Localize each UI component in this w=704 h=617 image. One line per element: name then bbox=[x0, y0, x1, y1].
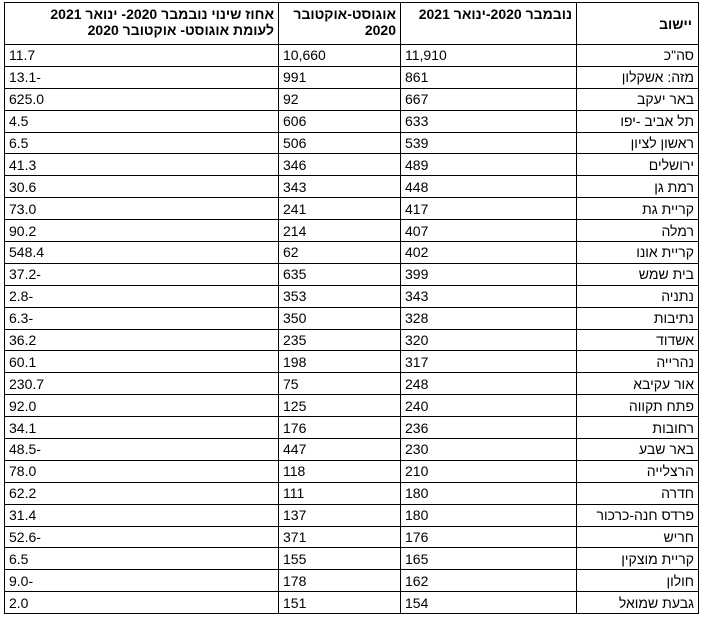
cell-town: גבעת שמואל bbox=[577, 592, 699, 614]
cell-pct-change: 6.5 bbox=[5, 548, 279, 570]
cell-nov-jan: 180 bbox=[401, 504, 577, 526]
header-town: יישוב bbox=[577, 3, 699, 45]
cell-aug-oct: 606 bbox=[279, 110, 401, 132]
cell-aug-oct: 214 bbox=[279, 220, 401, 242]
cell-nov-jan: 162 bbox=[401, 570, 577, 592]
table-row bbox=[5, 285, 699, 307]
header-nov-jan: נובמבר 2020-ינואר 2021 bbox=[401, 3, 577, 45]
cell-nov-jan: 154 bbox=[401, 592, 577, 614]
table-row bbox=[5, 45, 699, 67]
table-row bbox=[5, 439, 699, 461]
cell-aug-oct: 991 bbox=[279, 66, 401, 88]
cell-pct-change: 230.7 bbox=[5, 373, 279, 395]
cell-pct-change: 11.7 bbox=[5, 45, 279, 67]
header-aug-oct: אוגוסט-אוקטובר 2020 bbox=[279, 3, 401, 45]
cell-aug-oct: 178 bbox=[279, 570, 401, 592]
cell-aug-oct: 241 bbox=[279, 198, 401, 220]
cell-pct-change: -52.6 bbox=[5, 526, 279, 548]
cell-town: פרדס חנה-כרכור bbox=[577, 504, 699, 526]
cell-town: חולון bbox=[577, 570, 699, 592]
cell-town: בית שמש bbox=[577, 263, 699, 285]
cell-nov-jan: 489 bbox=[401, 154, 577, 176]
header-pct-change: אחוז שינוי נובמבר 2020- ינואר 2021 לעומת אוגוסט- אוקטובר 2020 bbox=[5, 3, 279, 45]
cell-town: קריית מוצקין bbox=[577, 548, 699, 570]
cell-aug-oct: 111 bbox=[279, 482, 401, 504]
table-row bbox=[5, 460, 699, 482]
cell-pct-change: 90.2 bbox=[5, 220, 279, 242]
cell-town: נתניה bbox=[577, 285, 699, 307]
cell-pct-change: 60.1 bbox=[5, 351, 279, 373]
cell-aug-oct: 371 bbox=[279, 526, 401, 548]
cell-aug-oct: 346 bbox=[279, 154, 401, 176]
cell-aug-oct: 75 bbox=[279, 373, 401, 395]
cell-pct-change: 92.0 bbox=[5, 395, 279, 417]
cell-aug-oct: 10,660 bbox=[279, 45, 401, 67]
cell-town: קריית גת bbox=[577, 198, 699, 220]
cell-town: חריש bbox=[577, 526, 699, 548]
table-row bbox=[5, 220, 699, 242]
table-row bbox=[5, 504, 699, 526]
cell-pct-change: -6.3 bbox=[5, 307, 279, 329]
cell-nov-jan: 248 bbox=[401, 373, 577, 395]
table-row bbox=[5, 592, 699, 614]
cell-pct-change: 73.0 bbox=[5, 198, 279, 220]
cell-nov-jan: 317 bbox=[401, 351, 577, 373]
cell-pct-change: 41.3 bbox=[5, 154, 279, 176]
cell-town: רמלה bbox=[577, 220, 699, 242]
cell-nov-jan: 328 bbox=[401, 307, 577, 329]
cell-nov-jan: 320 bbox=[401, 329, 577, 351]
cell-pct-change: 36.2 bbox=[5, 329, 279, 351]
data-table bbox=[4, 2, 699, 614]
cell-town: תל אביב -יפו bbox=[577, 110, 699, 132]
cell-aug-oct: 447 bbox=[279, 439, 401, 461]
cell-nov-jan: 210 bbox=[401, 460, 577, 482]
table-row bbox=[5, 417, 699, 439]
cell-pct-change: 34.1 bbox=[5, 417, 279, 439]
cell-nov-jan: 407 bbox=[401, 220, 577, 242]
table-row bbox=[5, 373, 699, 395]
cell-nov-jan: 861 bbox=[401, 66, 577, 88]
cell-aug-oct: 176 bbox=[279, 417, 401, 439]
cell-pct-change: -48.5 bbox=[5, 439, 279, 461]
cell-nov-jan: 236 bbox=[401, 417, 577, 439]
cell-town: חדרה bbox=[577, 482, 699, 504]
cell-town: באר שבע bbox=[577, 439, 699, 461]
cell-town: מזה: אשקלון bbox=[577, 66, 699, 88]
cell-nov-jan: 180 bbox=[401, 482, 577, 504]
table-row bbox=[5, 88, 699, 110]
cell-aug-oct: 125 bbox=[279, 395, 401, 417]
table-row bbox=[5, 263, 699, 285]
cell-nov-jan: 633 bbox=[401, 110, 577, 132]
table-row bbox=[5, 132, 699, 154]
cell-nov-jan: 448 bbox=[401, 176, 577, 198]
cell-aug-oct: 353 bbox=[279, 285, 401, 307]
cell-town: נתיבות bbox=[577, 307, 699, 329]
cell-nov-jan: 240 bbox=[401, 395, 577, 417]
cell-pct-change: 548.4 bbox=[5, 242, 279, 264]
cell-nov-jan: 402 bbox=[401, 242, 577, 264]
cell-town: ראשון לציון bbox=[577, 132, 699, 154]
table-row bbox=[5, 66, 699, 88]
cell-town: רמת גן bbox=[577, 176, 699, 198]
table-row bbox=[5, 351, 699, 373]
cell-town: קריית אונו bbox=[577, 242, 699, 264]
cell-aug-oct: 198 bbox=[279, 351, 401, 373]
cell-aug-oct: 350 bbox=[279, 307, 401, 329]
cell-town: באר יעקב bbox=[577, 88, 699, 110]
cell-aug-oct: 635 bbox=[279, 263, 401, 285]
cell-pct-change: -37.2 bbox=[5, 263, 279, 285]
cell-pct-change: 62.2 bbox=[5, 482, 279, 504]
cell-aug-oct: 62 bbox=[279, 242, 401, 264]
cell-town: נהרייה bbox=[577, 351, 699, 373]
cell-aug-oct: 118 bbox=[279, 460, 401, 482]
cell-pct-change: 6.5 bbox=[5, 132, 279, 154]
table-container bbox=[4, 2, 699, 614]
cell-town: אשדוד bbox=[577, 329, 699, 351]
table-row bbox=[5, 548, 699, 570]
cell-pct-change: -9.0 bbox=[5, 570, 279, 592]
cell-nov-jan: 165 bbox=[401, 548, 577, 570]
table-row bbox=[5, 242, 699, 264]
table-row bbox=[5, 329, 699, 351]
table-row bbox=[5, 395, 699, 417]
cell-aug-oct: 151 bbox=[279, 592, 401, 614]
cell-town: ירושלים bbox=[577, 154, 699, 176]
cell-town: רחובות bbox=[577, 417, 699, 439]
table-row bbox=[5, 570, 699, 592]
cell-aug-oct: 92 bbox=[279, 88, 401, 110]
cell-aug-oct: 506 bbox=[279, 132, 401, 154]
cell-nov-jan: 11,910 bbox=[401, 45, 577, 67]
table-row bbox=[5, 176, 699, 198]
cell-nov-jan: 667 bbox=[401, 88, 577, 110]
cell-pct-change: -2.8 bbox=[5, 285, 279, 307]
cell-aug-oct: 235 bbox=[279, 329, 401, 351]
table-row bbox=[5, 198, 699, 220]
cell-nov-jan: 399 bbox=[401, 263, 577, 285]
cell-pct-change: 31.4 bbox=[5, 504, 279, 526]
cell-town: הרצלייה bbox=[577, 460, 699, 482]
cell-nov-jan: 230 bbox=[401, 439, 577, 461]
cell-town: פתח תקווה bbox=[577, 395, 699, 417]
table-row bbox=[5, 110, 699, 132]
table-row bbox=[5, 154, 699, 176]
cell-town: סה"כ bbox=[577, 45, 699, 67]
table-row bbox=[5, 526, 699, 548]
cell-aug-oct: 155 bbox=[279, 548, 401, 570]
cell-nov-jan: 343 bbox=[401, 285, 577, 307]
cell-pct-change: 2.0 bbox=[5, 592, 279, 614]
table-row bbox=[5, 482, 699, 504]
cell-aug-oct: 137 bbox=[279, 504, 401, 526]
cell-nov-jan: 539 bbox=[401, 132, 577, 154]
cell-nov-jan: 176 bbox=[401, 526, 577, 548]
cell-nov-jan: 417 bbox=[401, 198, 577, 220]
cell-pct-change: 625.0 bbox=[5, 88, 279, 110]
cell-pct-change: 4.5 bbox=[5, 110, 279, 132]
table-body bbox=[5, 45, 699, 614]
cell-pct-change: 30.6 bbox=[5, 176, 279, 198]
header-row bbox=[5, 3, 699, 45]
cell-town: אור עקיבא bbox=[577, 373, 699, 395]
cell-pct-change: 78.0 bbox=[5, 460, 279, 482]
table-row bbox=[5, 307, 699, 329]
cell-aug-oct: 343 bbox=[279, 176, 401, 198]
cell-pct-change: -13.1 bbox=[5, 66, 279, 88]
